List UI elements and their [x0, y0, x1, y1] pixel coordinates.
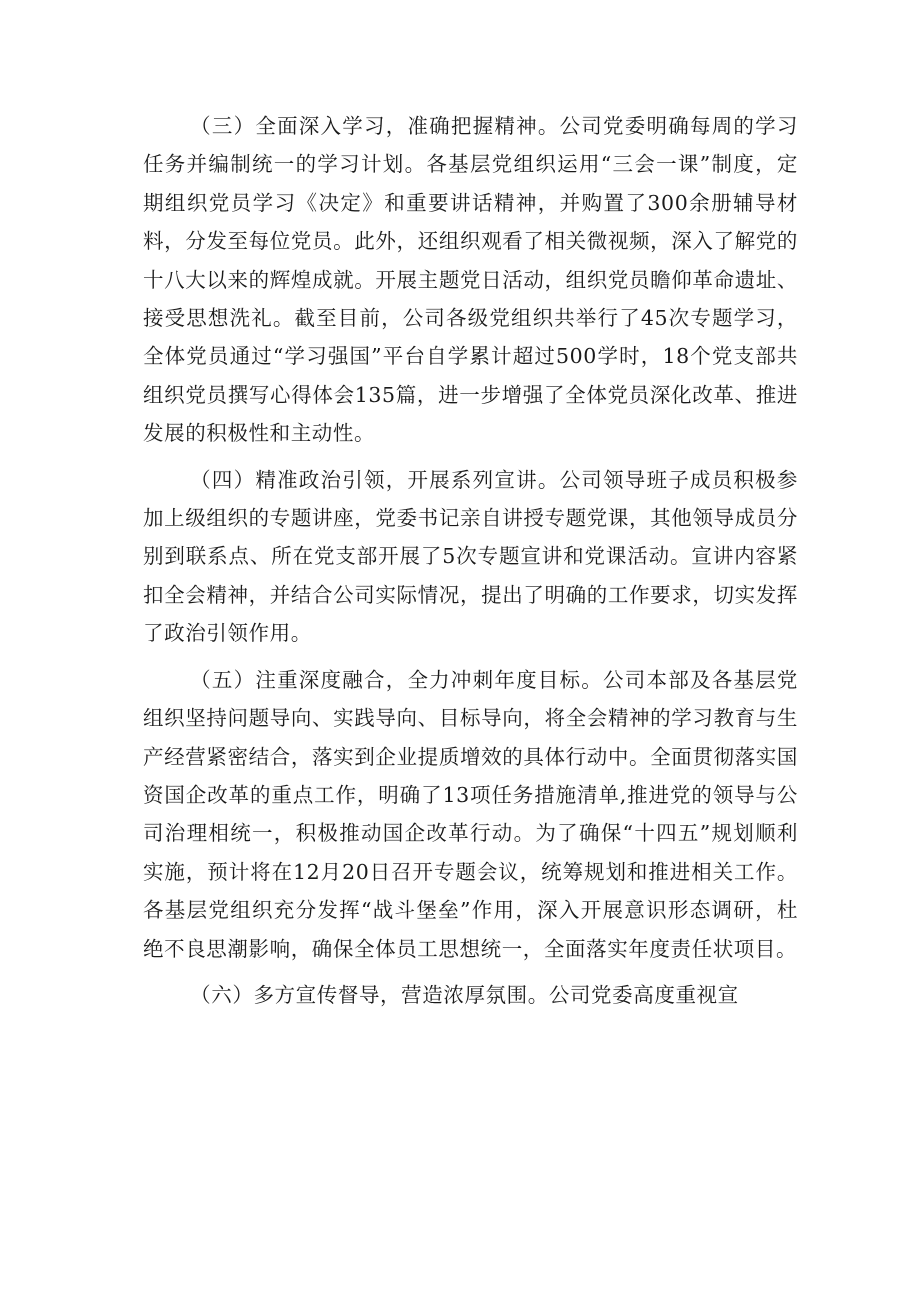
paragraph-section-4: （四）精准政治引领，开展系列宣讲。公司领导班子成员积极参加上级组织的专题讲座，党委书记亲自讲授专题党课，其他领导成员分别到联系点、所在党支部开展了5次专题宣讲和党课活动。宣讲内容紧扣全会精神，并结合公司实际情况，提出了明确的工作要求，切实发挥了政治引领作用。 [143, 467, 798, 646]
paragraph-section-6: （六）多方宣传督导，营造浓厚氛围。公司党委高度重视宣 [190, 982, 739, 1007]
document-body [143, 107, 798, 1022]
paragraph-section-5: （五）注重深度融合，全力冲刺年度目标。公司本部及各基层党组织坚持问题导向、实践导向、目标导向，将全会精神的学习教育与生产经营紧密结合，落实到企业提质增效的具体行动中。全面贯彻落实国资国企改革的重点工作，明确了13项任务措施清单,推进党的领导与公司治理相统一，积极推动国企改革行动。为了确保“十四五”规划顺利实施，预计将在12月20日召开专题会议，统筹规划和推进相关工作。各基层党组织充分发挥“战斗堡垒”作用，深入开展意识形态调研，杜绝不良思潮影响，确保全体员工思想统一，全面落实年度责任状项目。 [143, 667, 798, 961]
paragraph-section-3: （三）全面深入学习，准确把握精神。公司党委明确每周的学习任务并编制统一的学习计划。各基层党组织运用“三会一课”制度，定期组织党员学习《决定》和重要讲话精神，并购置了300余册辅导材料，分发至每位党员。此外，还组织观看了相关微视频，深入了解党的十八大以来的辉煌成就。开展主题党日活动，组织党员瞻仰革命遗址、接受思想洗礼。截至目前，公司各级党组织共举行了45次专题学习，全体党员通过“学习强国”平台自学累计超过500学时，18个党支部共组织党员撰写心得体会135篇，进一步增强了全体党员深化改革、推进发展的积极性和主动性。 [143, 114, 798, 446]
